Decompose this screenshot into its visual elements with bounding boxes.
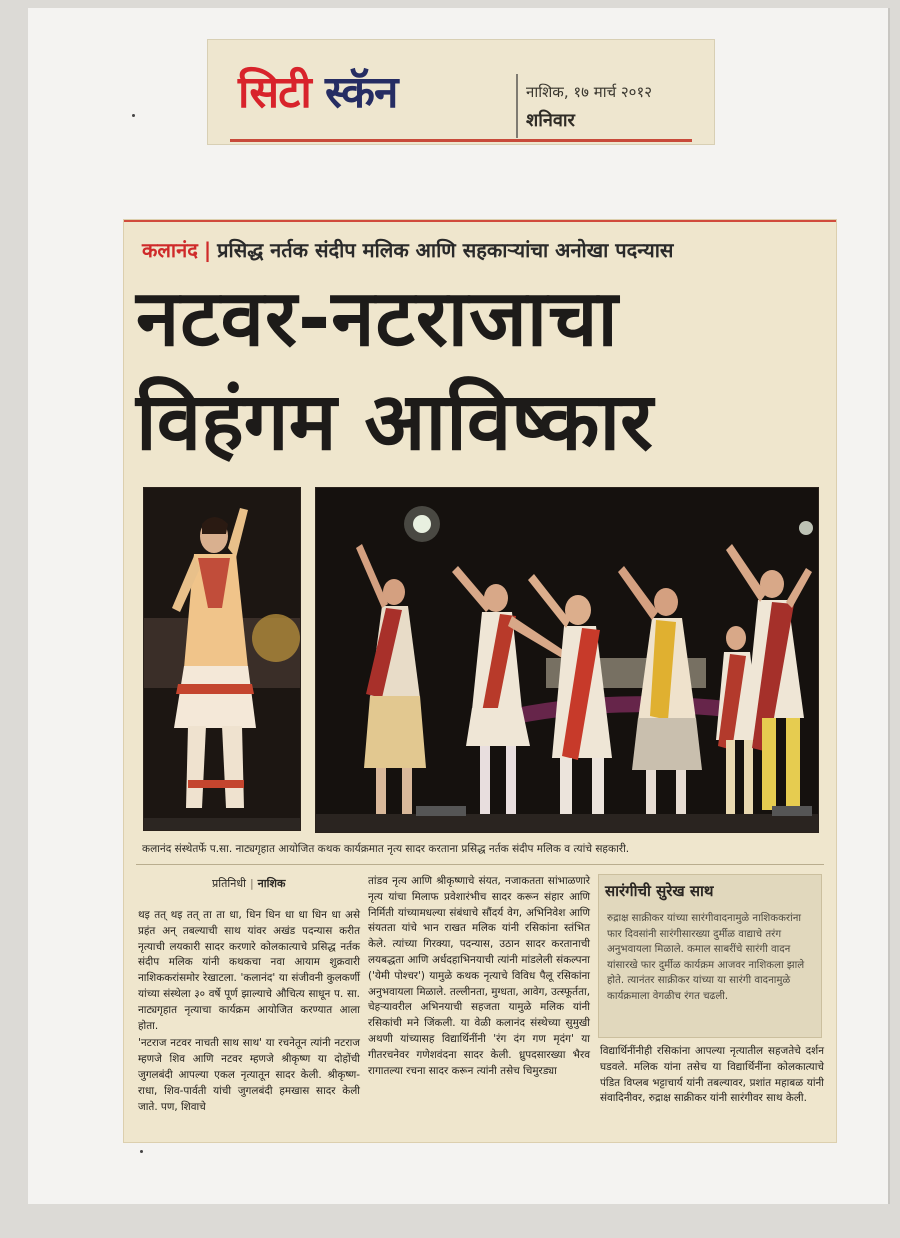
kicker bbox=[142, 236, 673, 263]
scan-speck bbox=[132, 114, 135, 117]
article-paragraph: थइ तत् थइ तत् ता ता धा, धिन धिन धा धा धिन धा असे प्रहंत अन् तबल्याची साथ यांवर अखंड पदन्यास करीत नृत्याची लयकारी सादर करणारे कोलकात्याचे प्रसिद्ध नर्तक संदीप मलिक यांनी कथकचा नवा आयाम शुक्रवारी नाशिककरांसमोर रेखाटला. 'कलानंद' या संजीवनी कुलकर्णी यांच्या संस्थेला ३० वर्षे पूर्ण झाल्याचे औचित्य साधून प. सा. नाट्यगृहात नृत्याचा कार्यक्रम आयोजित करण्यात आला होता. bbox=[138, 909, 360, 1032]
headline-line-1: नटवर-नटराजाचा bbox=[136, 274, 619, 364]
byline-separator: | bbox=[249, 877, 254, 890]
publication-day: शनिवार bbox=[526, 110, 575, 131]
caption-rule bbox=[136, 864, 824, 865]
logo-part-city: सिटी bbox=[238, 67, 311, 118]
sidebar-title: सारंगीची सुरेख साथ bbox=[605, 882, 714, 900]
photo-group-dancers bbox=[316, 488, 818, 832]
article-column-2 bbox=[368, 874, 590, 1081]
section-masthead bbox=[208, 40, 714, 144]
sidebar-box bbox=[598, 874, 822, 1038]
masthead-divider bbox=[516, 74, 518, 138]
byline-label: प्रतिनिधी bbox=[212, 877, 246, 890]
article-paragraph: 'नटराज नटवर नाचती साथ साथ' या रचनेतून त्यांनी नटराज म्हणजे शिव आणि नटवर म्हणजे श्रीकृष्ण या दोहोंची जुगलबंदी आपल्या एकल नृत्यातून सादर केली. श्रीकृष्ण-राधा, शिव-पार्वती यांची जुगलबंदी हमखास सादर केली जाते. पण, शिवाचे bbox=[138, 1037, 360, 1113]
masthead-rule bbox=[230, 139, 692, 142]
photo-caption: कलानंद संस्थेतर्फे प.सा. नाट्यगृहात आयोजित कथक कार्यक्रमात नृत्य सादर करताना प्रसिद्ध नर्तक संदीप मलिक व त्यांचे सहकारी. bbox=[142, 843, 630, 855]
kicker-tag: कलानंद bbox=[142, 238, 198, 262]
kicker-separator: | bbox=[203, 238, 212, 262]
byline-city: नाशिक bbox=[257, 877, 286, 890]
photo-solo-dancer bbox=[144, 488, 300, 830]
kicker-text: प्रसिद्ध नर्तक संदीप मलिक आणि सहकाऱ्यांचा अनोखा पदन्यास bbox=[217, 238, 674, 262]
article-column-3 bbox=[600, 1044, 824, 1109]
scan-speck bbox=[140, 1150, 143, 1153]
byline bbox=[212, 876, 285, 891]
headline-line-2: विहंगम आविष्कार bbox=[136, 375, 653, 468]
section-logo bbox=[238, 66, 397, 120]
article-paragraph: तांडव नृत्य आणि श्रीकृष्णाचे संयत, नजाकतता सांभाळणारे नृत्य यांचा मिलाफ प्रवेशारंभीच सादर करून संहार आणि निर्मिती यांच्यामधल्या संबंधाचे सौंदर्य वेग, अभिनिवेश आणि संयतता यांचे भान राखत मलिक यांनी रसिकांना स्तंभित केले. त्यांच्या गिरक्या, पदन्यास, उठान सादर करतानाची लयबद्धता आणि अर्धदहाभिनयाची त्यांनी मांडलेली संकल्पना ('येमी पोश्चर') यामुळे कथक नृत्याचे विविध पैलू रसिकांना अनुभवायला मिळाले. तल्लीनता, मुग्धता, आवेग, उत्स्फूर्तता, चेहऱ्यावरील अभिनयाची सहजता यामुळे मलिक यांनी रसिकांची मने जिंकली. या वेळी कलानंद संस्थेच्या सुमुखी अथणी यांच्यासह विद्यार्थिनींनी 'रंग दंग गण मृदंग' या गीतरचनेवर गणेशवंदना सादर केली. ध्रुपदसारख्या भैरव रागातल्या रचना सादर करून त्यांनी तसेच चिमुरड्या bbox=[368, 875, 590, 1077]
sidebar-body: रुद्राक्ष साक्रीकर यांच्या सारंगीवादनामुळे नाशिककरांना फार दिवसांनी सारंगीसारख्या दुर्मीळ वाद्याचे तरंग अनुभवायला मिळाले. कमाल साबरींचे सारंगी वादन यांसारखे फार दुर्मीळ कार्यक्रम आजवर नाशिकला झाले होते. त्यानंतर साक्रीकर यांच्या या सारंगी वादनामुळे कार्यक्रमाला वेगळीच रंगत चढली. bbox=[607, 913, 805, 1002]
article-paragraph: विद्यार्थिनींनीही रसिकांना आपल्या नृत्यातील सहजतेचे दर्शन घडवले. मलिक यांना तसेच या विद्यार्थिनींना कोलकात्याचे पंडित विप्लब भट्टाचार्य यांनी तबल्यावर, प्रशांत महाबळ यांनी संवादिनीवर, रुद्राक्ष साक्रीकर यांनी सारंगीवर साथ केली. bbox=[600, 1045, 824, 1105]
newspaper-clipping bbox=[124, 220, 836, 1142]
logo-part-scan: स्कॅन bbox=[325, 67, 398, 118]
publication-date: नाशिक, १७ मार्च २०१२ bbox=[526, 83, 653, 101]
article-column-1 bbox=[138, 908, 360, 1117]
